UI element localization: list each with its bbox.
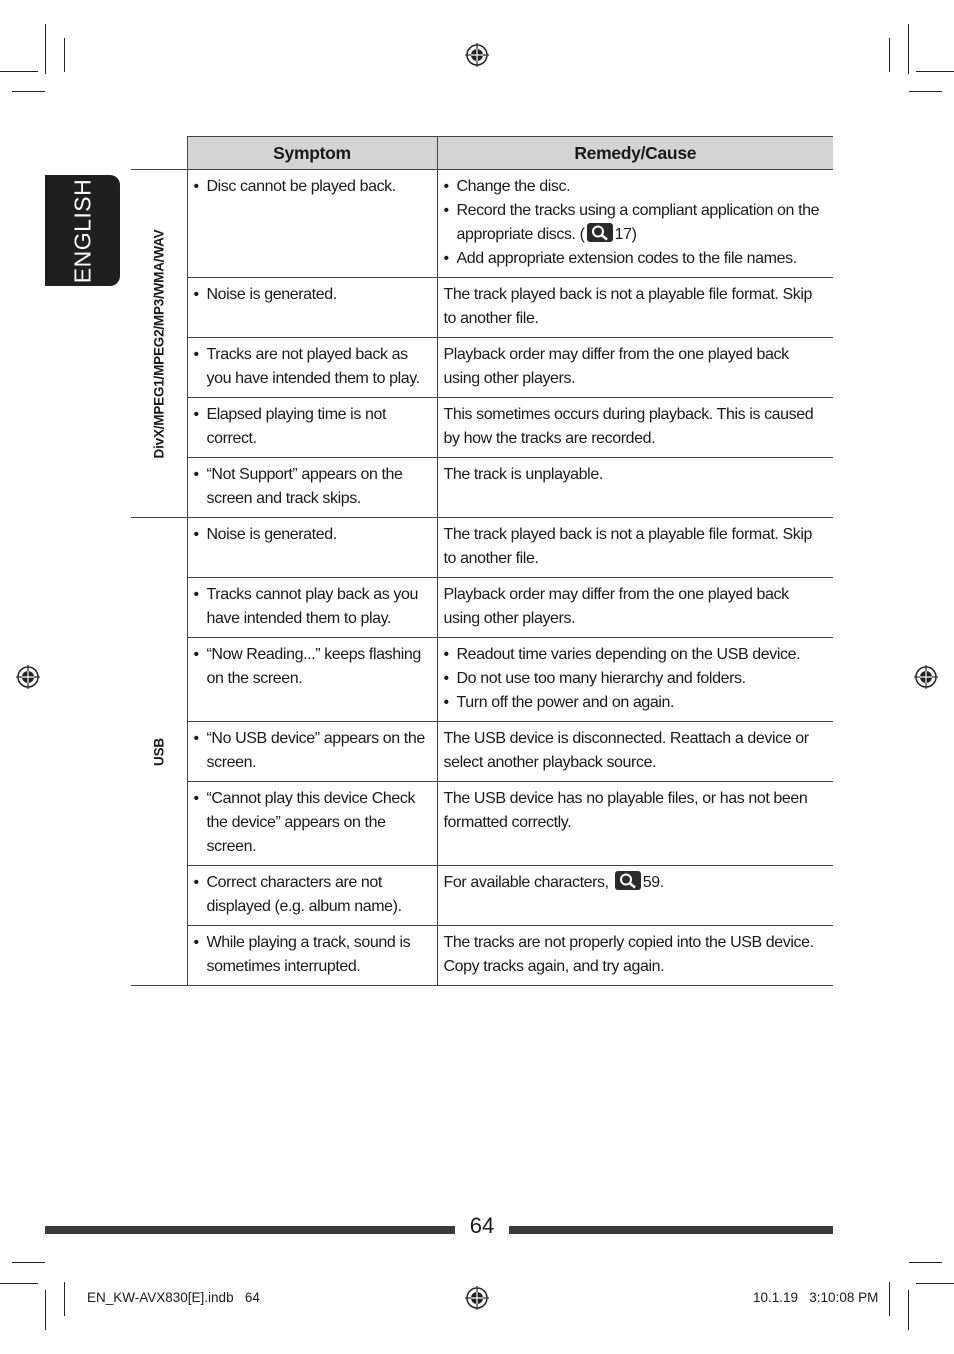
table-row [131,926,833,986]
crop-mark [45,24,46,74]
footer-bar-right [509,1226,833,1234]
remedy-text: Playback order may differ from the one played back using other players. [443,586,789,627]
remedy-text: Do not use too many hierarchy and folders. [456,670,746,687]
symptom-cell: • Tracks are not played back as you have intended them to play. [187,338,437,398]
table-row [131,278,833,338]
category-cell-divx [131,170,187,518]
table-row [131,338,833,398]
crop-mark [889,1282,890,1316]
remedy-cell [437,398,833,458]
remedy-cell: • Readout time varies depending on the USB device. • Do not use too many hierarchy and folders. • Turn off the power and on again. [437,638,833,722]
symptom-cell: • “Cannot play this device Check the device” appears on the screen. [187,782,437,866]
symptom-cell: • “No USB device” appears on the screen. [187,722,437,782]
symptom-text: “Cannot play this device Check the device” appears on the screen. [206,790,416,855]
symptom-text: Noise is generated. [206,286,337,303]
symptom-text: Noise is generated. [206,526,337,543]
symptom-text: Tracks are not played back as you have intended them to play. [206,346,420,387]
remedy-text: The track is unplayable. [443,466,603,483]
symptom-text: “No USB device” appears on the screen. [206,730,425,771]
symptom-cell: • Correct characters are not displayed (e.g. album name). [187,866,437,926]
registration-mark-icon [465,43,489,67]
remedy-text: Turn off the power and on again. [456,694,675,711]
remedy-text: The tracks are not properly copied into the USB device. Copy tracks again, and try again. [443,934,814,975]
symptom-text: Disc cannot be played back. [206,178,396,195]
crop-mark [45,1290,46,1330]
table-row [131,578,833,638]
table-row [131,458,833,518]
page-number: 64 [469,1213,495,1238]
remedy-text: Playback order may differ from the one played back using other players. [443,346,789,387]
table-row [131,866,833,926]
remedy-text: The USB device has no playable files, or has not been formatted correctly. [443,790,808,831]
remedy-cell [437,518,833,578]
symptom-text: Elapsed playing time is not correct. [206,406,387,447]
registration-mark-icon [914,665,938,689]
symptom-text: Tracks cannot play back as you have intended them to play. [206,586,419,627]
remedy-ref: 59. [642,874,664,891]
magnifier-icon [587,223,613,242]
registration-mark-icon [16,665,40,689]
remedy-text: Change the disc. [456,178,571,195]
remedy-text: Add appropriate extension codes to the file names. [456,250,797,267]
remedy-text: Record the tracks using a compliant application on the appropriate discs. ( [456,202,820,243]
language-tab [45,175,120,286]
table-row [131,170,833,278]
troubleshooting-table [131,136,833,986]
remedy-ref: 17) [614,226,637,243]
crop-mark [909,91,942,92]
footer-file-info: EN_KW-AVX830[E].indb 64 [87,1290,260,1305]
symptom-cell: • Noise is generated. [187,278,437,338]
remedy-cell [437,866,833,926]
footer-bar-left [45,1226,455,1234]
crop-mark [0,1283,38,1284]
crop-mark [908,1290,909,1330]
crop-mark [64,1282,65,1316]
symptom-text: While playing a track, sound is sometimes interrupted. [206,934,411,975]
table-row [131,722,833,782]
remedy-cell: • Change the disc. • Record the tracks using a compliant application on the appropriate discs. ( 17) • Add appropriate extension codes to the file names. [437,170,833,278]
crop-mark [916,1283,954,1284]
crop-mark [908,24,909,74]
crop-mark [12,91,45,92]
header-symptom: Symptom [187,137,437,170]
table-row [131,518,833,578]
crop-mark [0,71,38,72]
remedy-text: The USB device is disconnected. Reattach a device or select another playback source. [443,730,809,771]
remedy-text: The track played back is not a playable file format. Skip to another file. [443,286,813,327]
remedy-cell [437,722,833,782]
remedy-cell [437,458,833,518]
header-remedy: Remedy/Cause [437,137,833,170]
category-label: USB [151,737,167,766]
footer-timestamp: 10.1.19 3:10:08 PM [753,1290,879,1305]
remedy-text: The track played back is not a playable file format. Skip to another file. [443,526,813,567]
crop-mark [64,38,65,72]
remedy-text: This sometimes occurs during playback. This is caused by how the tracks are recorded. [443,406,814,447]
symptom-cell: • Elapsed playing time is not correct. [187,398,437,458]
symptom-cell: • “Now Reading...” keeps flashing on the screen. [187,638,437,722]
remedy-cell [437,782,833,866]
crop-mark [909,1262,942,1263]
table-row [131,638,833,722]
crop-mark [12,1262,45,1263]
remedy-cell [437,926,833,986]
table-header-row [131,137,833,170]
symptom-cell: • Noise is generated. [187,518,437,578]
registration-mark-icon [465,1286,489,1310]
symptom-cell: • Disc cannot be played back. [187,170,437,278]
symptom-cell: • Tracks cannot play back as you have intended them to play. [187,578,437,638]
language-tab-label: ENGLISH [69,178,95,283]
remedy-text: Readout time varies depending on the USB device. [456,646,801,663]
symptom-text: “Now Reading...” keeps flashing on the screen. [206,646,421,687]
remedy-cell [437,278,833,338]
table-row [131,398,833,458]
remedy-cell [437,338,833,398]
crop-mark [889,38,890,72]
header-blank [131,137,187,170]
remedy-cell [437,578,833,638]
crop-mark [916,71,954,72]
category-label: DivX/MPEG1/MPEG2/MP3/WMA/WAV [151,229,167,458]
category-cell-usb [131,518,187,986]
remedy-text: For available characters, [443,874,609,891]
symptom-text: “Not Support” appears on the screen and track skips. [206,466,403,507]
symptom-cell: • “Not Support” appears on the screen and track skips. [187,458,437,518]
magnifier-icon [615,871,641,890]
table-row [131,782,833,866]
symptom-text: Correct characters are not displayed (e.g. album name). [206,874,402,915]
symptom-cell: • While playing a track, sound is sometimes interrupted. [187,926,437,986]
